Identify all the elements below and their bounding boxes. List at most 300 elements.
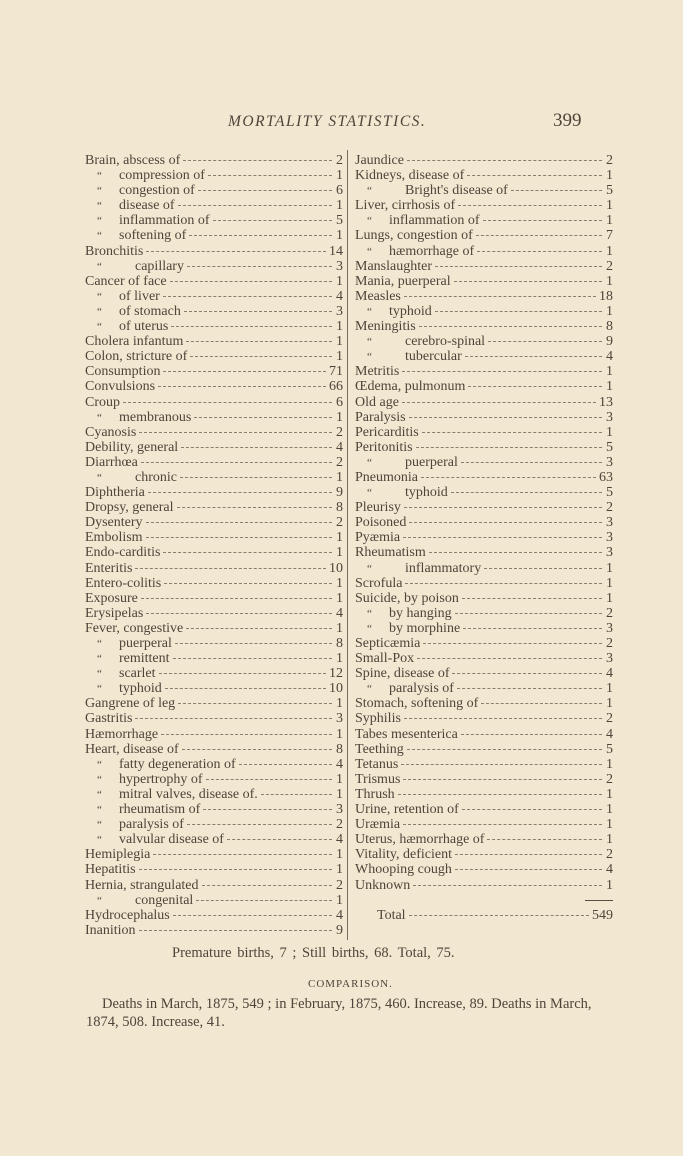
page-header (0, 110, 683, 134)
dot-leader (158, 386, 326, 387)
table-row (85, 334, 343, 349)
dot-leader (165, 688, 326, 689)
cause-label: Teething (355, 741, 404, 757)
cause-label: chronic (135, 469, 177, 485)
table-row (85, 425, 343, 440)
dot-leader (146, 613, 332, 614)
table-row (355, 319, 613, 334)
table-row (85, 923, 343, 938)
death-count: 8 (336, 636, 343, 651)
death-count: 2 (336, 877, 343, 893)
dot-leader (161, 734, 332, 735)
cause-label: Spine, disease of (355, 666, 450, 682)
cause-label: softening of (119, 228, 187, 244)
cause-label: congestion of (119, 183, 195, 199)
death-count: 1 (606, 560, 613, 576)
table-row (355, 727, 613, 742)
dot-leader (407, 749, 602, 750)
ditto-mark: “ (97, 653, 102, 666)
death-count: 2 (606, 258, 613, 274)
ditto-mark: “ (97, 668, 102, 681)
dot-leader (135, 718, 332, 719)
table-row (355, 485, 613, 500)
cause-label: Dropsy, general (85, 500, 174, 516)
table-row (355, 183, 613, 198)
cause-label: paralysis of (389, 681, 454, 697)
table-row (355, 198, 613, 213)
dot-leader (180, 477, 332, 478)
cause-label: Vitality, deficient (355, 847, 452, 863)
dot-leader (146, 537, 332, 538)
dot-leader (435, 311, 602, 312)
premature-births-line: Premature births, 7 ; Still births, 68. Total, 75. (172, 945, 455, 961)
dot-leader (413, 885, 602, 886)
dot-leader (403, 824, 602, 825)
dot-leader (141, 462, 332, 463)
table-row (85, 832, 343, 847)
dot-leader (139, 869, 332, 870)
dot-leader (467, 175, 602, 176)
cause-label: Bronchitis (85, 243, 144, 259)
death-count: 1 (606, 198, 613, 214)
dot-leader (139, 432, 332, 433)
cause-label: typhoid (405, 485, 448, 501)
table-row (85, 545, 343, 560)
table-row (85, 561, 343, 576)
table-row (355, 410, 613, 425)
death-count: 3 (606, 515, 613, 531)
dot-leader (409, 417, 602, 418)
table-row (85, 198, 343, 213)
cause-label: Fever, congestive (85, 620, 184, 636)
cause-label: typhoid (119, 681, 162, 697)
table-row (85, 862, 343, 877)
ditto-mark: “ (97, 321, 102, 334)
death-count: 3 (336, 802, 343, 818)
table-row (355, 364, 613, 379)
table-row (355, 757, 613, 772)
dot-leader (403, 779, 602, 780)
cause-label: Gastritis (85, 711, 133, 727)
table-row (355, 742, 613, 757)
death-count: 1 (606, 590, 613, 606)
table-row (85, 651, 343, 666)
death-count: 1 (336, 273, 343, 289)
table-row (355, 591, 613, 606)
death-count: 4 (336, 832, 343, 848)
dot-leader (417, 658, 602, 659)
ditto-mark: “ (97, 185, 102, 198)
cause-label: valvular disease of (119, 832, 224, 848)
death-count: 1 (606, 273, 613, 289)
ditto-mark: “ (97, 819, 102, 832)
dot-leader (484, 568, 602, 569)
table-row (355, 787, 613, 802)
cause-label: Cyanosis (85, 424, 137, 440)
death-count: 4 (606, 666, 613, 682)
cause-label: Meningitis (355, 319, 416, 335)
table-row (85, 606, 343, 621)
death-count: 8 (336, 741, 343, 757)
death-count: 1 (606, 802, 613, 818)
death-count: 1 (336, 786, 343, 802)
table-row (355, 576, 613, 591)
table-row (85, 485, 343, 500)
dot-leader (187, 824, 332, 825)
dot-leader (477, 251, 602, 252)
cause-label: Pericarditis (355, 424, 419, 440)
cause-label: Diphtheria (85, 485, 145, 501)
ditto-mark: “ (367, 305, 372, 318)
death-count: 14 (329, 243, 343, 259)
death-count: 1 (336, 696, 343, 712)
death-count: 2 (606, 153, 613, 168)
cause-label: inflammation of (119, 213, 210, 229)
table-row (85, 168, 343, 183)
death-count: 3 (606, 620, 613, 636)
dot-leader (463, 628, 602, 629)
dot-leader (457, 688, 602, 689)
dot-leader (175, 643, 332, 644)
dot-leader (213, 220, 332, 221)
cause-label: Inanition (85, 922, 136, 938)
dot-leader (239, 764, 332, 765)
running-title: MORTALITY STATISTICS. (228, 113, 427, 130)
table-row (355, 349, 613, 364)
death-count: 1 (336, 469, 343, 485)
dot-leader (465, 356, 602, 357)
cause-label: cerebro-spinal (405, 334, 486, 350)
cause-label: Hemiplegia (85, 847, 151, 863)
table-row (85, 772, 343, 787)
table-row (85, 878, 343, 893)
dot-leader (181, 447, 332, 448)
cause-label: inflammatory (405, 560, 482, 576)
ditto-mark: “ (367, 487, 372, 500)
table-row (355, 244, 613, 259)
cause-label: Jaundice (355, 153, 404, 168)
table-row (85, 802, 343, 817)
ditto-mark: “ (367, 336, 372, 349)
death-count: 1 (336, 590, 343, 606)
ditto-mark: “ (97, 773, 102, 786)
cause-label: Trismus (355, 771, 401, 787)
death-count: 9 (336, 485, 343, 501)
cause-label: Measles (355, 288, 401, 304)
death-count: 4 (606, 349, 613, 365)
cause-label: Paralysis (355, 409, 406, 425)
table-row (85, 757, 343, 772)
cause-label: remittent (119, 651, 170, 667)
death-count: 1 (606, 877, 613, 893)
table-row (85, 228, 343, 243)
cause-label: Syphilis (355, 711, 401, 727)
table-row (355, 334, 613, 349)
ditto-mark: “ (97, 638, 102, 650)
death-count: 9 (606, 334, 613, 350)
death-count: 1 (606, 303, 613, 319)
death-count: 3 (606, 651, 613, 667)
death-count: 8 (606, 319, 613, 335)
dot-leader (461, 462, 602, 463)
cause-label: Unknown (355, 877, 411, 893)
death-count: 1 (336, 892, 343, 908)
ditto-mark: “ (97, 215, 102, 228)
cause-label: Consumption (85, 364, 161, 380)
table-row (85, 213, 343, 228)
dot-leader (421, 477, 596, 478)
death-count: 1 (606, 424, 613, 440)
death-count: 1 (336, 334, 343, 350)
table-row (355, 515, 613, 530)
cause-label: Uræmia (355, 817, 401, 833)
table-row (85, 787, 343, 802)
dot-leader (481, 703, 602, 704)
table-row (85, 681, 343, 696)
cause-label: Whooping cough (355, 862, 452, 878)
death-count: 3 (606, 545, 613, 561)
dot-leader (403, 537, 602, 538)
death-count: 1 (336, 575, 343, 591)
cause-label: Diarrhœa (85, 454, 138, 470)
cause-label: of liver (119, 288, 160, 304)
ditto-mark: “ (367, 215, 372, 228)
death-count: 1 (336, 409, 343, 425)
table-row (85, 244, 343, 259)
dot-leader (402, 371, 602, 372)
dot-leader (488, 341, 602, 342)
dot-leader (404, 507, 602, 508)
death-count: 3 (336, 258, 343, 274)
cause-label: Rheumatism (355, 545, 426, 561)
dot-leader (206, 779, 332, 780)
cause-label: Enteritis (85, 560, 133, 576)
cause-label: rheumatism of (119, 802, 201, 818)
table-row (355, 772, 613, 787)
table-row (355, 681, 613, 696)
ditto-mark: “ (97, 471, 102, 484)
table-row (355, 470, 613, 485)
dot-leader (171, 326, 332, 327)
table-row (85, 817, 343, 832)
table-row (355, 228, 613, 243)
death-count: 6 (336, 183, 343, 199)
death-count: 1 (336, 726, 343, 742)
cause-label: Bright's disease of (405, 183, 508, 199)
total-row (355, 908, 613, 923)
table-row (85, 349, 343, 364)
dot-leader (404, 296, 596, 297)
table-row (85, 470, 343, 485)
dot-leader (409, 522, 602, 523)
cause-label: Convulsions (85, 379, 156, 395)
death-count: 1 (336, 530, 343, 546)
cause-label: Entero-colitis (85, 575, 162, 591)
table-row (85, 289, 343, 304)
ditto-mark: “ (367, 185, 372, 198)
dot-leader (190, 356, 332, 357)
cause-label: Thrush (355, 786, 395, 802)
dot-leader (435, 266, 602, 267)
dot-leader (404, 718, 602, 719)
cause-label: Dysentery (85, 515, 143, 531)
death-count: 3 (336, 303, 343, 319)
cause-label: Liver, cirrhosis of (355, 198, 456, 214)
cause-label: Kidneys, disease of (355, 168, 465, 184)
dot-leader (196, 900, 332, 901)
cause-label: Mania, puerperal (355, 273, 451, 289)
cause-label: Uterus, hæmorrhage of (355, 832, 485, 848)
death-count: 10 (329, 681, 343, 697)
death-count: 5 (606, 485, 613, 501)
dot-leader (170, 281, 332, 282)
ditto-mark: “ (367, 562, 372, 575)
table-row (85, 183, 343, 198)
death-count: 3 (336, 711, 343, 727)
table-row (85, 515, 343, 530)
death-count: 13 (599, 394, 613, 410)
table-row (355, 455, 613, 470)
death-count: 2 (336, 424, 343, 440)
death-count: 1 (336, 862, 343, 878)
dot-leader (458, 205, 602, 206)
cause-label: Urine, retention of (355, 802, 459, 818)
death-count: 1 (606, 213, 613, 229)
dot-leader (202, 885, 332, 886)
ditto-mark: “ (97, 170, 102, 183)
cause-label: paralysis of (119, 817, 184, 833)
death-count: 9 (336, 922, 343, 938)
cause-label: Debility, general (85, 439, 179, 455)
death-count: 2 (336, 817, 343, 833)
cause-label: by morphine (389, 620, 461, 636)
death-count: 1 (336, 228, 343, 244)
death-count: 10 (329, 560, 343, 576)
death-count: 1 (336, 651, 343, 667)
ditto-mark: “ (367, 351, 372, 364)
cause-label: tubercular (405, 349, 462, 365)
dot-leader (173, 658, 332, 659)
dot-leader (401, 764, 602, 765)
ditto-mark: “ (97, 788, 102, 801)
cause-label: Cholera infantum (85, 334, 184, 350)
cause-label: of uterus (119, 319, 169, 335)
dot-leader (452, 673, 602, 674)
table-row (355, 395, 613, 410)
cause-label: inflammation of (389, 213, 480, 229)
ditto-mark: “ (367, 245, 372, 258)
table-row (355, 862, 613, 877)
cause-label: typhoid (389, 303, 432, 319)
ditto-mark: “ (97, 683, 102, 696)
cause-label: Stomach, softening of (355, 696, 479, 712)
table-row (85, 576, 343, 591)
dot-leader (186, 628, 332, 629)
table-row (85, 727, 343, 742)
cause-label: puerperal (405, 454, 458, 470)
table-row (355, 711, 613, 726)
cause-label: Croup (85, 394, 120, 410)
death-count: 2 (606, 771, 613, 787)
death-count: 1 (606, 756, 613, 772)
ditto-mark: “ (367, 456, 372, 469)
death-count: 4 (606, 862, 613, 878)
death-count: 2 (336, 153, 343, 168)
table-row (355, 847, 613, 862)
dot-leader (455, 613, 602, 614)
table-row (355, 606, 613, 621)
cause-label: Endo-carditis (85, 545, 161, 561)
table-row (85, 153, 343, 168)
cause-label: Tetanus (355, 756, 399, 772)
dot-leader (178, 205, 332, 206)
ditto-mark: “ (97, 804, 102, 817)
dot-leader (462, 598, 602, 599)
table-row (355, 817, 613, 832)
ditto-mark: “ (97, 230, 102, 243)
dot-leader (164, 583, 332, 584)
cause-label: fatty degeneration of (119, 756, 236, 772)
dot-leader (461, 734, 602, 735)
death-count: 5 (606, 439, 613, 455)
death-count: 5 (606, 183, 613, 199)
dot-leader (419, 326, 602, 327)
cause-label: Exposure (85, 590, 138, 606)
cause-label: Gangrene of leg (85, 696, 176, 712)
cause-label: membranous (119, 409, 192, 425)
cause-label: Septicæmia (355, 636, 421, 651)
cause-label: Poisoned (355, 515, 407, 531)
total-label: Total (377, 907, 406, 923)
cause-label: puerperal (119, 636, 172, 651)
ditto-mark: “ (97, 260, 102, 273)
dot-leader (146, 251, 326, 252)
death-count: 4 (336, 288, 343, 304)
ditto-mark: “ (97, 411, 102, 424)
death-count: 1 (606, 364, 613, 380)
dot-leader (173, 915, 332, 916)
death-count: 2 (606, 847, 613, 863)
dot-leader (153, 854, 332, 855)
cause-label: hæmorrhage of (389, 243, 475, 259)
dot-leader (455, 854, 602, 855)
death-count: 1 (336, 771, 343, 787)
dot-leader (487, 839, 602, 840)
table-row (355, 878, 613, 893)
dot-leader (422, 432, 602, 433)
dot-leader (198, 190, 332, 191)
cause-label: Erysipelas (85, 605, 144, 621)
table-row (355, 545, 613, 560)
table-row (85, 304, 343, 319)
cause-label: Small-Pox (355, 651, 415, 667)
death-count: 4 (336, 439, 343, 455)
death-count: 4 (336, 756, 343, 772)
table-row (85, 621, 343, 636)
table-row (85, 440, 343, 455)
cause-label: Hepatitis (85, 862, 136, 878)
dot-leader (148, 492, 332, 493)
death-count: 1 (336, 349, 343, 365)
cause-label: Heart, disease of (85, 741, 179, 757)
cause-label: Lungs, congestion of (355, 228, 473, 244)
dot-leader (227, 839, 332, 840)
table-row (85, 711, 343, 726)
table-row (85, 666, 343, 681)
death-count: 2 (606, 636, 613, 651)
dot-leader (183, 160, 332, 161)
table-row (355, 561, 613, 576)
